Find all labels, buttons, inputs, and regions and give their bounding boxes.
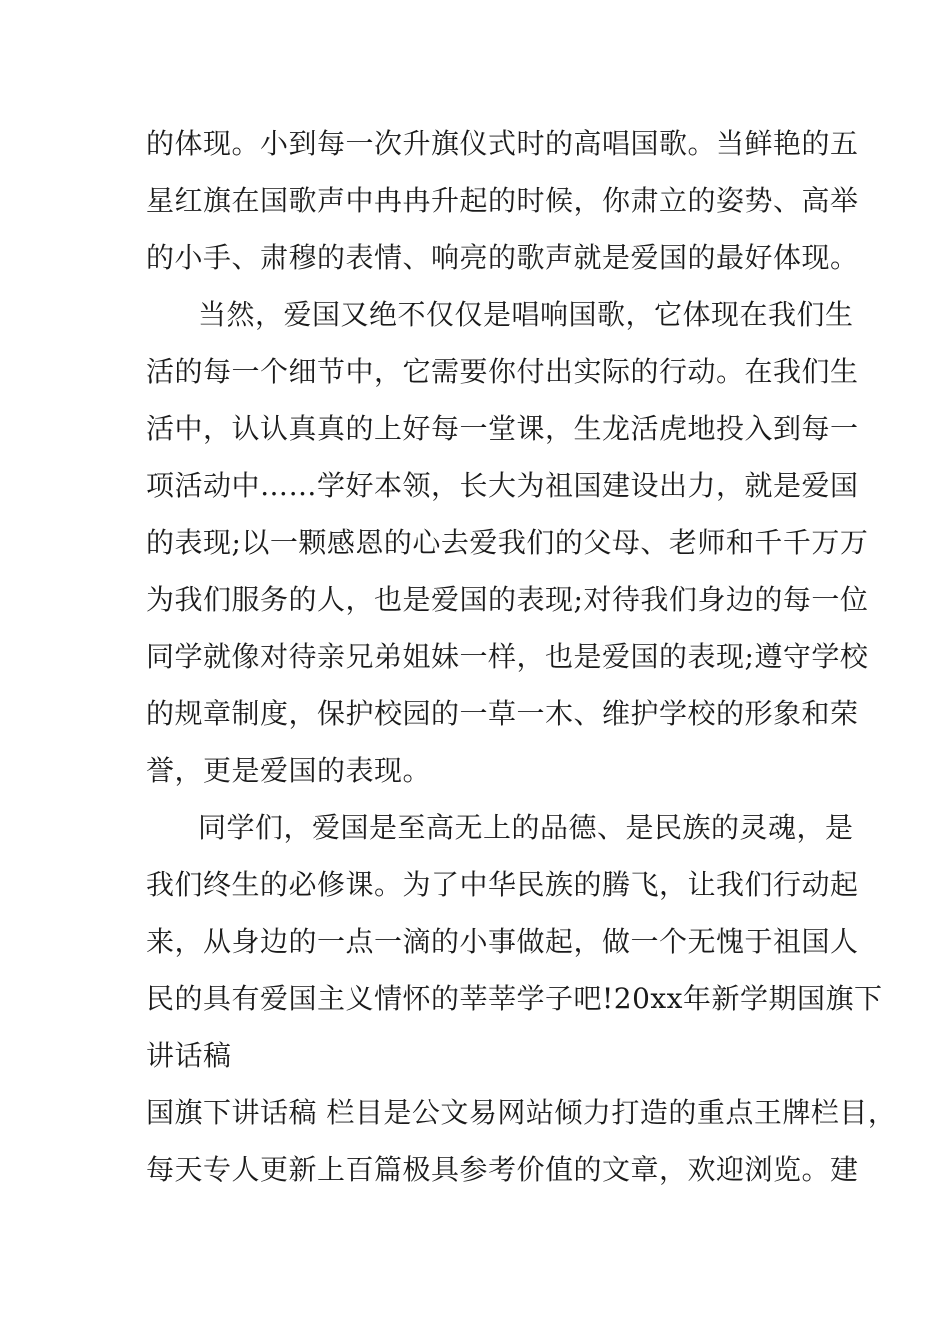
text-line: 来，从身边的一点一滴的小事做起，做一个无愧于祖国人: [146, 925, 859, 958]
text-line: 的小手、肃穆的表情、响亮的歌声就是爱国的最好体现。: [146, 241, 859, 274]
text-line: 活中，认认真真的上好每一堂课，生龙活虎地投入到每一: [146, 412, 859, 445]
text-line: 每天专人更新上百篇极具参考价值的文章，欢迎浏览。建: [146, 1153, 859, 1186]
text-line: 项活动中……学好本领，长大为祖国建设出力，就是爱国: [146, 469, 859, 502]
text-line: 讲话稿: [146, 1039, 232, 1072]
text-line: 的规章制度，保护校园的一草一木、维护学校的形象和荣: [146, 697, 859, 730]
text-line: 为我们服务的人，也是爱国的表现;对待我们身边的每一位: [146, 583, 869, 616]
text-line: 民的具有爱国主义情怀的莘莘学子吧!20xx年新学期国旗下: [146, 982, 883, 1015]
text-line: 我们终生的必修课。为了中华民族的腾飞，让我们行动起: [146, 868, 859, 901]
text-line: 活的每一个细节中，它需要你付出实际的行动。在我们生: [146, 355, 859, 388]
paragraph-start-line: 当然，爱国又绝不仅仅是唱响国歌，它体现在我们生: [198, 298, 854, 331]
text-line: 誉，更是爱国的表现。: [146, 754, 432, 787]
text-line: 国旗下讲话稿 栏目是公文易网站倾力打造的重点王牌栏目，: [146, 1096, 897, 1129]
text-line: 的体现。小到每一次升旗仪式时的高唱国歌。当鲜艳的五: [146, 127, 859, 160]
text-line: 的表现;以一颗感恩的心去爱我们的父母、老师和千千万万: [146, 526, 869, 559]
text-line: 同学就像对待亲兄弟姐妹一样，也是爱国的表现;遵守学校: [146, 640, 869, 673]
text-line: 星红旗在国歌声中冉冉升起的时候，你肃立的姿势、高举: [146, 184, 859, 217]
paragraph-start-line: 同学们，爱国是至高无上的品德、是民族的灵魂，是: [198, 811, 854, 844]
